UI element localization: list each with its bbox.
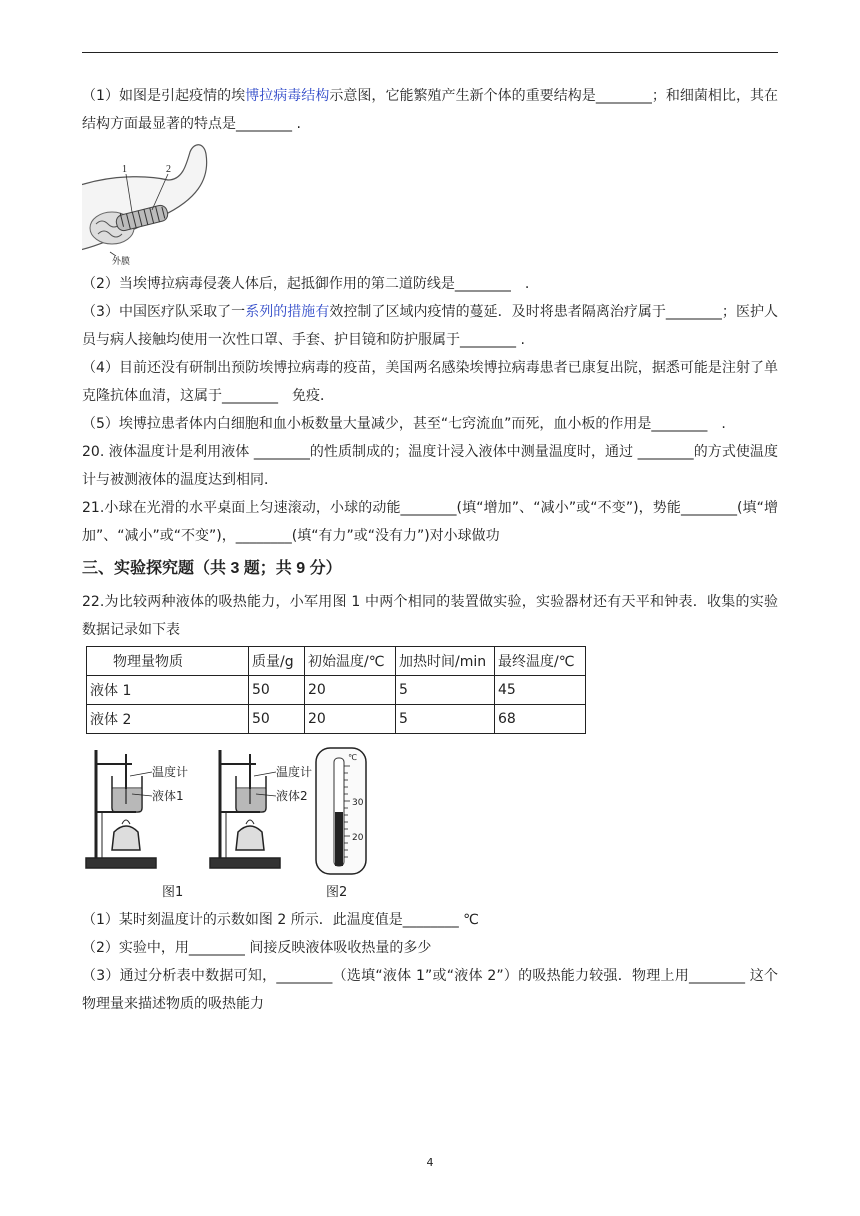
table-header-cell: 初始温度/℃ [305,647,396,676]
label-liquid-1: 液体1 [152,789,184,803]
q22-part2: （2）实验中，用________ 间接反映液体吸收热量的多少 [82,940,432,956]
table-cell: 20 [305,676,396,705]
table-row [87,705,586,734]
q19-part1-text-b: 示意图，它能繁殖产生新个体的重要结构是________；和细菌相比，其在结构方面最显著的特点是________ . [82,88,779,132]
diagram-label-outer-membrane: 外膜 [112,257,131,266]
table-cell: 50 [249,676,305,705]
q19-part1-link[interactable]: 博拉病毒结构 [245,88,330,104]
figure-1-caption: 图1 [162,885,184,900]
table-row [87,676,586,705]
label-thermometer-2: 温度计 [276,765,313,779]
experiment-figures [82,746,778,906]
section-3-heading: 三、实验探究题（共 3 题；共 9 分） [82,560,342,577]
apparatus-figure-1 [82,746,372,906]
q19-part3-link[interactable]: 系列的措施有 [245,304,330,320]
ebola-virus-diagram [82,144,208,266]
question-21: 21.小球在光滑的水平桌面上匀速滚动，小球的动能________(填“增加”、“减小”或“不变”)，势能________(填“增加”、“减小”或“不变”)，________(填“有力”或“没有力”)对小球做功 [82,500,778,544]
q19-part5: （5）埃博拉患者体内白细胞和血小板数量大量减少，甚至“七窍流血”而死，血小板的作用是________ . [82,416,726,432]
thermometer-unit-label: ℃ [348,753,357,762]
diagram-label-1: 1 [122,164,127,175]
table-cell: 68 [495,705,586,734]
q19-part2: （2）当埃博拉病毒侵袭人体后，起抵御作用的第二道防线是________ . [82,276,530,292]
q19-part1 [82,82,778,138]
label-thermometer-1: 温度计 [152,765,189,779]
table-header-cell: 质量/g [249,647,305,676]
table-header-cell: 加热时间/min [396,647,495,676]
diagram-label-2: 2 [166,164,171,175]
table-header-cell: 物理量物质 [87,647,249,676]
data-table [86,646,586,734]
question-22-stem: 22.为比较两种液体的吸热能力，小军用图 1 中两个相同的装置做实验，实验器材还有天平和钟表．收集的实验数据记录如下表 [82,594,778,638]
table-cell: 20 [305,705,396,734]
label-liquid-2: 液体2 [276,789,308,803]
table-header-row [87,647,586,676]
q19-part3-text-a: （3）中国医疗队采取了一 [82,304,246,320]
thermometer-tick-30: 30 [352,798,364,808]
q19-part3-text-b: 效控制了区域内疫情的蔓延．及时将患者隔离治疗属于________；医护人员与病人接触均使用一次性口罩、手套、护目镜和防护服属于________ . [82,304,779,348]
figure-2-caption: 图2 [326,885,348,900]
page-body [82,82,778,1018]
q19-part4: （4）目前还没有研制出预防埃博拉病毒的疫苗，美国两名感染埃博拉病毒患者已康复出院，据悉可能是注射了单克隆抗体血清，这属于________ 免疫． [82,360,778,404]
table-cell: 45 [495,676,586,705]
q22-part1: （1）某时刻温度计的示数如图 2 所示．此温度值是________ ℃ [82,912,479,928]
table-header-cell: 最终温度/℃ [495,647,586,676]
table-cell: 50 [249,705,305,734]
thermometer-tick-20: 20 [352,833,364,843]
table-cell: 液体 2 [87,705,249,734]
table-cell: 5 [396,676,495,705]
question-20: 20. 液体温度计是利用液体 ________的性质制成的；温度计浸入液体中测量温度时，通过 ________的方式使温度计与被测液体的温度达到相同． [82,444,778,488]
q22-part3: （3）通过分析表中数据可知，________（选填“液体 1”或“液体 2”）的吸热能力较强．物理上用________ 这个物理量来描述物质的吸热能力 [82,968,778,1012]
table-cell: 5 [396,705,495,734]
q19-part3 [82,298,778,354]
page-number: 4 [426,1156,434,1169]
header-rule [82,52,778,53]
q19-part1-text-a: （1）如图是引起疫情的埃 [82,88,246,104]
table-cell: 液体 1 [87,676,249,705]
